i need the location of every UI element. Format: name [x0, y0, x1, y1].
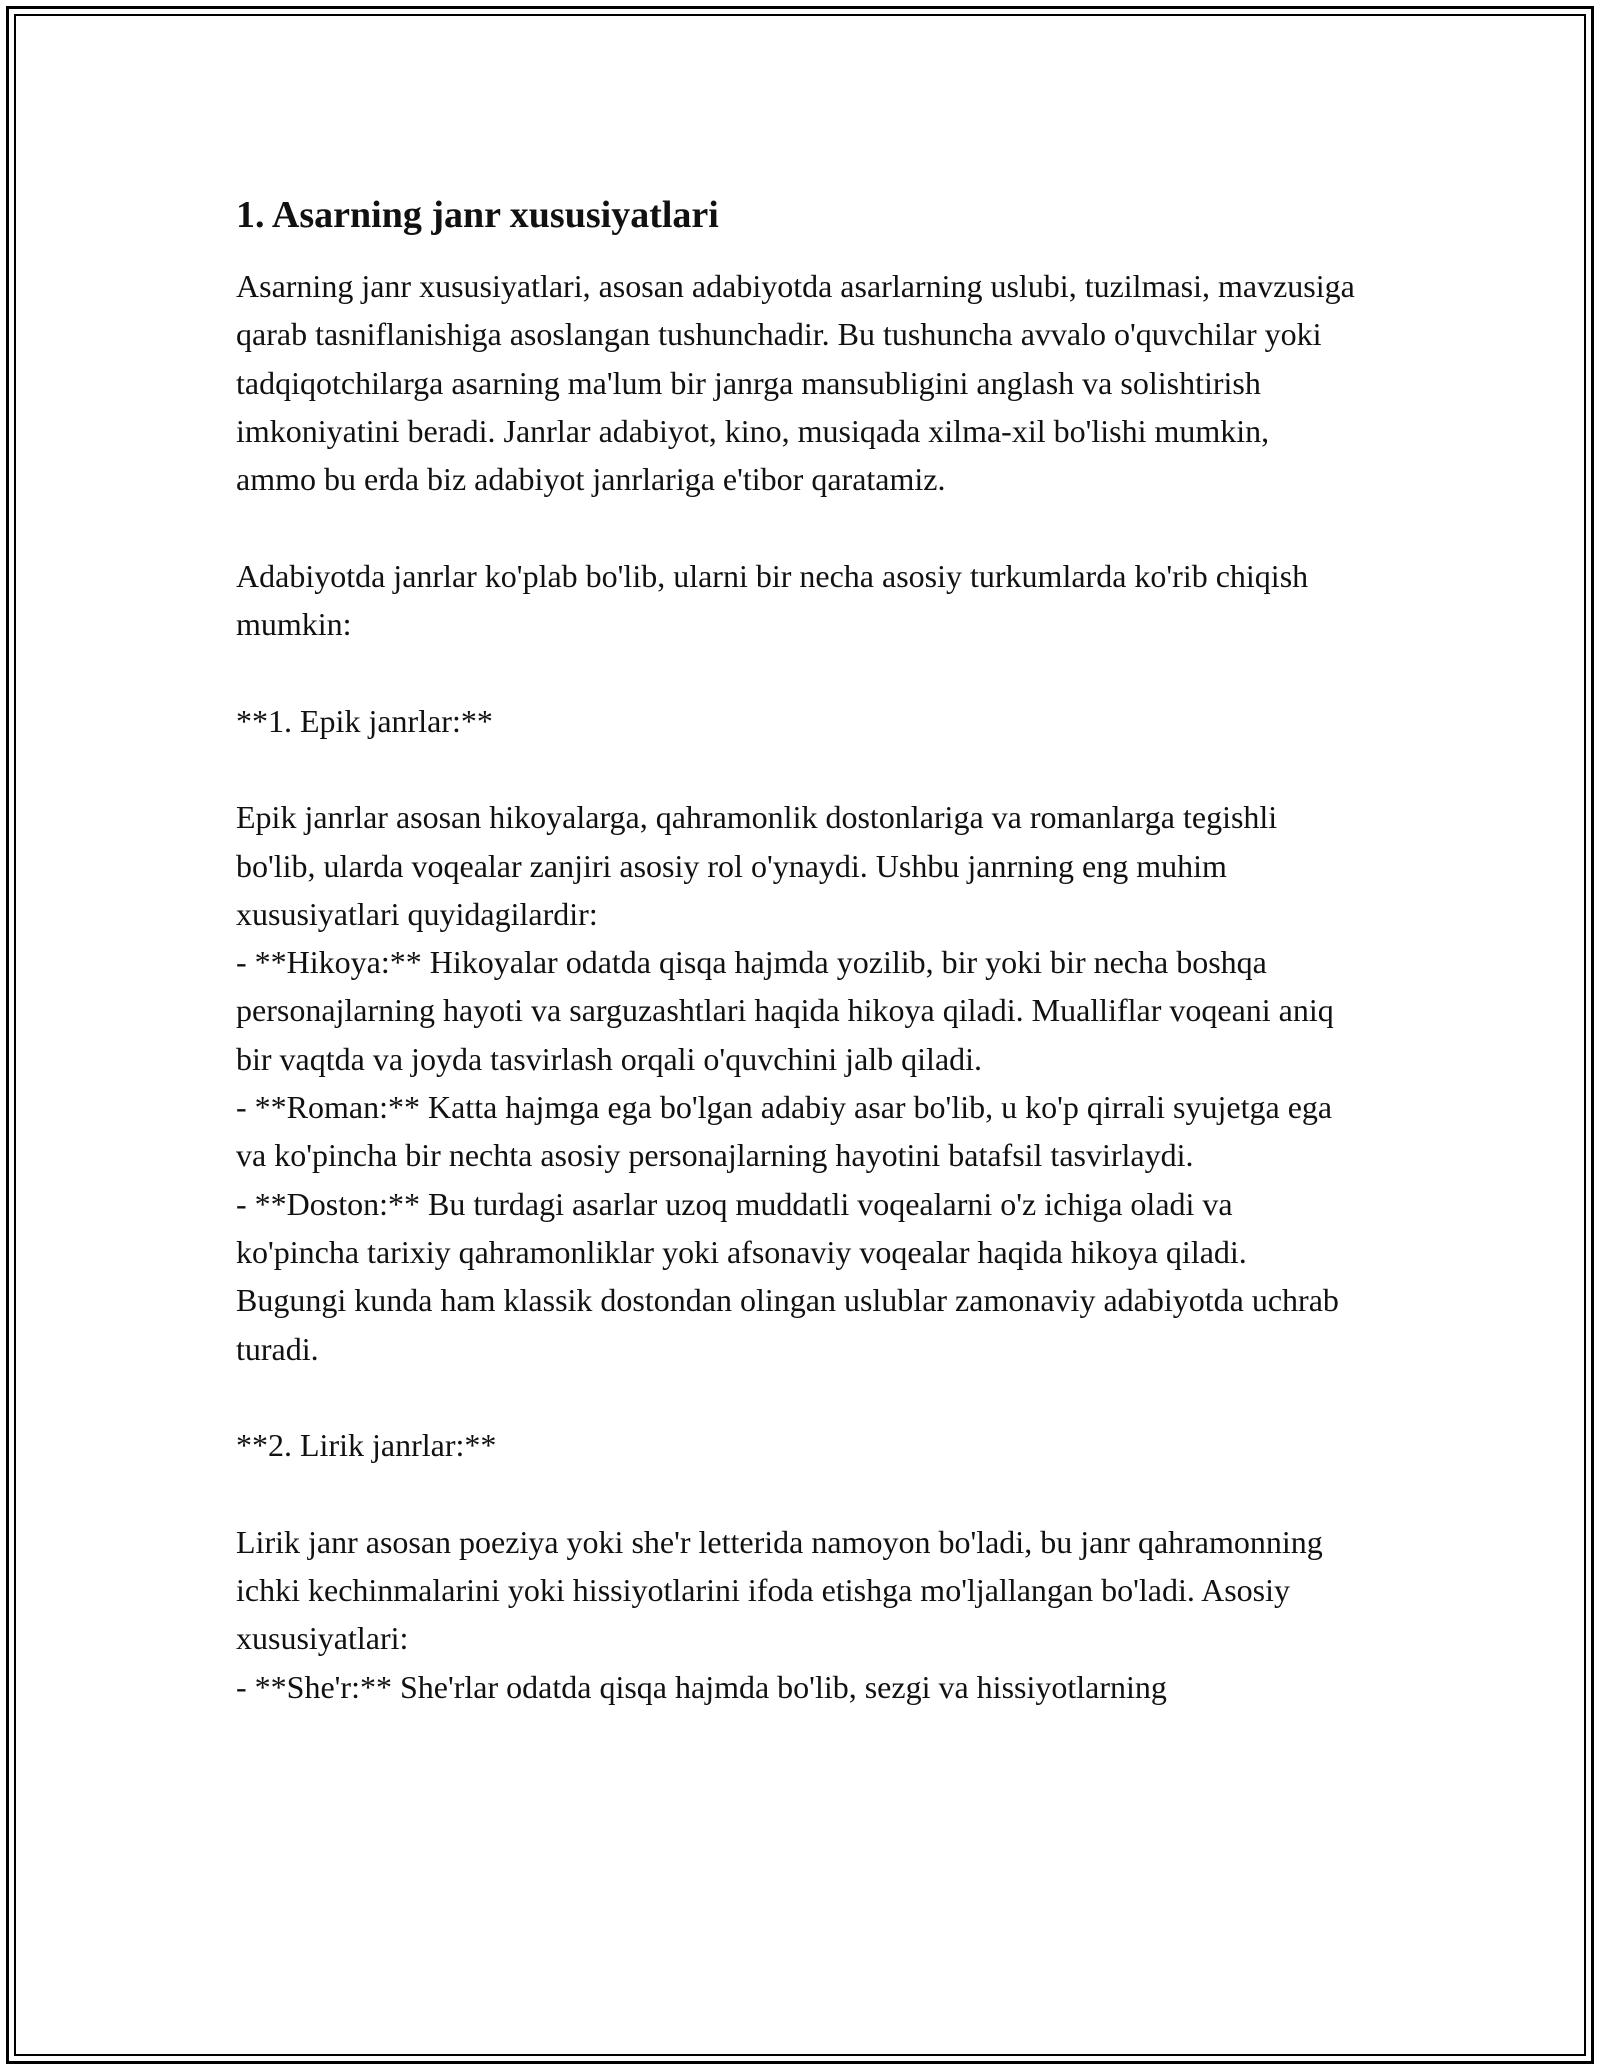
document-content: [236, 188, 1356, 1711]
body-text: Asarning janr xususiyatlari, asosan adabiyotda asarlarning uslubi, tuzilmasi, mavzusiga qarab tasniflanishiga asoslangan tushunchadir. Bu tushuncha avvalo o'quvchilar yoki tadqiqotchilarga asarning ma'lum bir janrga mansubligini anglash va solishtirish imkoniyatini beradi. Janrlar adabiyot, kino, musiqada xilma-xil bo'lishi mumkin, ammo bu erda biz adabiyot janrlariga e'tibor qaratamiz. Adabiyotda janrlar ko'plab bo'lib, ularni bir necha asosiy turkumlarda ko'rib chiqish mumkin: **1. Epik janrlar:** Epik janrlar asosan hikoyalarga, qahramonlik dostonlariga va romanlarga tegishli bo'lib, ularda voqealar zanjiri asosiy rol o'ynaydi. Ushbu janrning eng muhim xususiyatlari quyidagilardir: - **Hikoya:** Hikoyalar odatda qisqa hajmda yozilib, bir yoki bir necha boshqa personajlarning hayoti va sarguzashtlari haqida hikoya qiladi. Mualliflar voqeani aniq bir vaqtda va joyda tasvirlash orqali o'quvchini jalb qiladi. - **Roman:** Katta hajmga ega bo'lgan adabiy asar bo'lib, u ko'p qirrali syujetga ega va ko'pincha bir nechta asosiy personajlarning hayotini batafsil tasvirlaydi. - **Doston:** Bu turdagi asarlar uzoq muddatli voqealarni o'z ichiga oladi va ko'pincha tarixiy qahramonliklar yoki afsonaviy voqealar haqida hikoya qiladi. Bugungi kunda ham klassik dostondan olingan uslublar zamonaviy adabiyotda uchrab turadi. **2. Lirik janrlar:** Lirik janr asosan poeziya yoki she'r letterida namoyon bo'ladi, bu janr qahramonning ichki kechinmalarini yoki hissiyotlarini ifoda etishga mo'ljallangan bo'ladi. Asosiy xususiyatlari: - **She'r:** She'rlar odatda qisqa hajmda bo'lib, sezgi va hissiyotlarning: [236, 268, 1355, 1705]
section-heading: 1. Asarning janr xususiyatlari: [236, 194, 719, 236]
